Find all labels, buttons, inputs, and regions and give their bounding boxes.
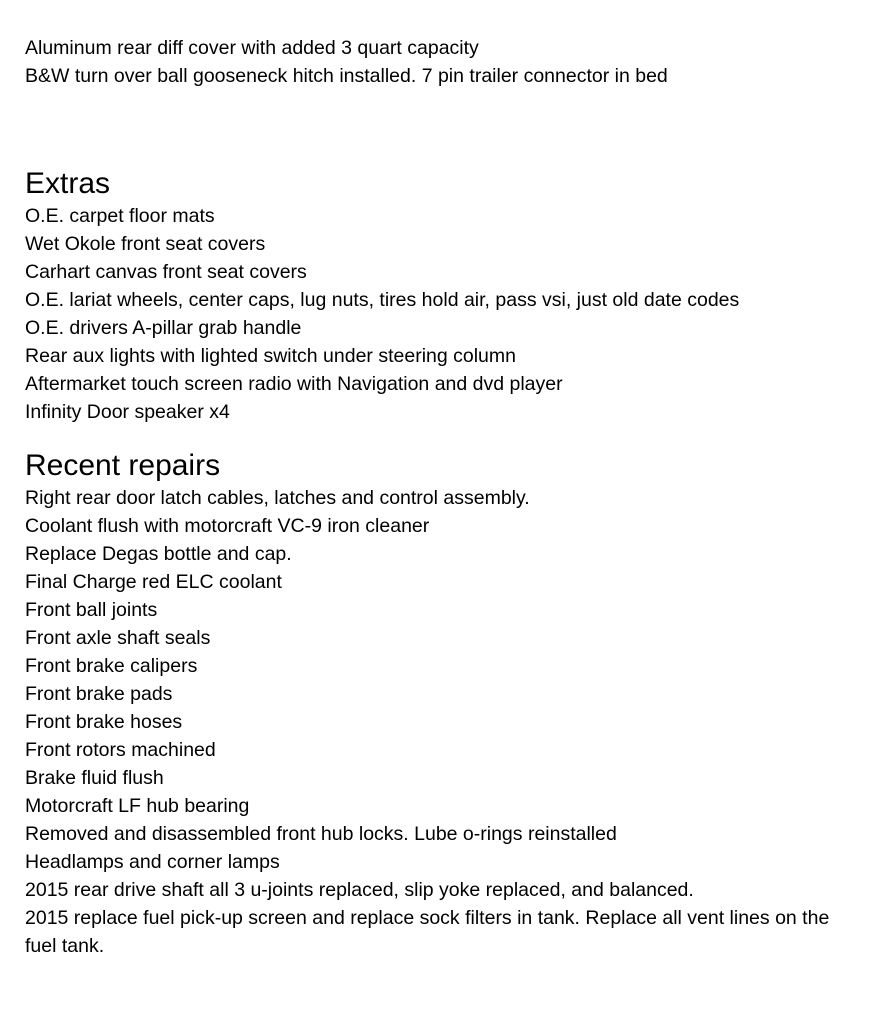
extras-section xyxy=(25,166,855,426)
list-item: O.E. carpet floor mats xyxy=(25,205,215,227)
list-item: Front brake hoses xyxy=(25,711,183,733)
intro-line: Aluminum rear diff cover with added 3 quart capacity xyxy=(25,37,479,59)
list-item: Brake fluid flush xyxy=(25,767,164,789)
recent-repairs-list xyxy=(25,484,855,960)
list-item: Final Charge red ELC coolant xyxy=(25,571,282,593)
list-item: Wet Okole front seat covers xyxy=(25,233,266,255)
list-item: 2015 replace fuel pick-up screen and replace sock filters in tank. Replace all vent lines on the fuel tank. xyxy=(25,907,830,957)
intro-line: B&W turn over ball gooseneck hitch installed. 7 pin trailer connector in bed xyxy=(25,65,668,87)
list-item: O.E. lariat wheels, center caps, lug nuts, tires hold air, pass vsi, just old date codes xyxy=(25,289,740,311)
list-item: Front axle shaft seals xyxy=(25,627,211,649)
list-item: Front brake calipers xyxy=(25,655,198,677)
list-item: Coolant flush with motorcraft VC-9 iron cleaner xyxy=(25,515,430,537)
recent-repairs-section xyxy=(25,448,855,960)
list-item: Front rotors machined xyxy=(25,739,216,761)
extras-heading: Extras xyxy=(25,167,111,200)
list-item: O.E. drivers A-pillar grab handle xyxy=(25,317,302,339)
list-item: Headlamps and corner lamps xyxy=(25,851,280,873)
document-body xyxy=(25,34,855,960)
list-item: Motorcraft LF hub bearing xyxy=(25,795,250,817)
extras-list xyxy=(25,202,855,426)
recent-repairs-heading: Recent repairs xyxy=(25,449,221,482)
list-item: Replace Degas bottle and cap. xyxy=(25,543,292,565)
list-item: Infinity Door speaker x4 xyxy=(25,401,230,423)
list-item: Aftermarket touch screen radio with Navigation and dvd player xyxy=(25,373,563,395)
list-item: Right rear door latch cables, latches and control assembly. xyxy=(25,487,530,509)
list-item: Rear aux lights with lighted switch under steering column xyxy=(25,345,516,367)
list-item: Front brake pads xyxy=(25,683,173,705)
list-item: Front ball joints xyxy=(25,599,158,621)
list-item: Removed and disassembled front hub locks. Lube o-rings reinstalled xyxy=(25,823,617,845)
list-item: 2015 rear drive shaft all 3 u-joints replaced, slip yoke replaced, and balanced. xyxy=(25,879,694,901)
list-item: Carhart canvas front seat covers xyxy=(25,261,307,283)
intro-list xyxy=(25,34,855,90)
